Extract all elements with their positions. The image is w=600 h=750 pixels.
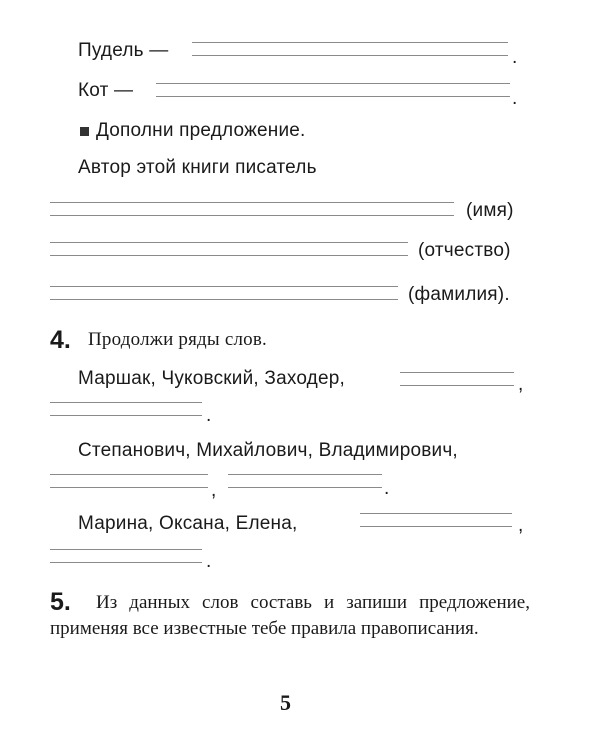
patronymic-write-line[interactable] — [50, 242, 408, 256]
surname-label: (фамилия). — [408, 284, 510, 305]
poodle-period: . — [512, 47, 518, 68]
row3-period: . — [206, 551, 212, 572]
cat-label: Кот — — [78, 80, 134, 101]
cat-period: . — [512, 88, 518, 109]
row1-period: . — [206, 405, 212, 426]
task5-text: Из данных слов составь и запиши предложение, применяя все известные тебе правила правописания. — [50, 592, 530, 639]
patronymic-label: (отчество) — [418, 240, 511, 261]
row2-write-line-1[interactable] — [50, 474, 208, 488]
task4-row1: Маршак, Чуковский, Заходер, — [78, 368, 345, 389]
bullet-icon — [80, 127, 89, 136]
task4-row2: Степанович, Михайлович, Владимирович, — [78, 440, 458, 461]
task4-number: 4. — [50, 326, 71, 354]
row1-write-line-1[interactable] — [400, 372, 514, 386]
page-number: 5 — [280, 690, 291, 715]
name-write-line[interactable] — [50, 202, 454, 216]
poodle-label: Пудель — — [78, 40, 169, 61]
task4-row3: Марина, Оксана, Елена, — [78, 513, 298, 534]
row1-write-line-2[interactable] — [50, 402, 202, 416]
row2-period: . — [384, 478, 390, 499]
complete-sentence-instruction: Дополни предложение. — [96, 120, 306, 141]
row2-write-line-2[interactable] — [228, 474, 382, 488]
surname-write-line[interactable] — [50, 286, 398, 300]
task5-number: 5. — [50, 588, 71, 616]
author-sentence: Автор этой книги писатель — [78, 157, 317, 178]
row1-comma: , — [518, 374, 524, 395]
task4-title: Продолжи ряды слов. — [88, 329, 267, 350]
cat-write-line[interactable] — [156, 83, 510, 97]
row3-write-line-1[interactable] — [360, 513, 512, 527]
row2-comma: , — [211, 480, 217, 501]
row3-write-line-2[interactable] — [50, 549, 202, 563]
name-label: (имя) — [466, 200, 514, 221]
poodle-write-line[interactable] — [192, 42, 508, 56]
row3-comma: , — [518, 515, 524, 536]
